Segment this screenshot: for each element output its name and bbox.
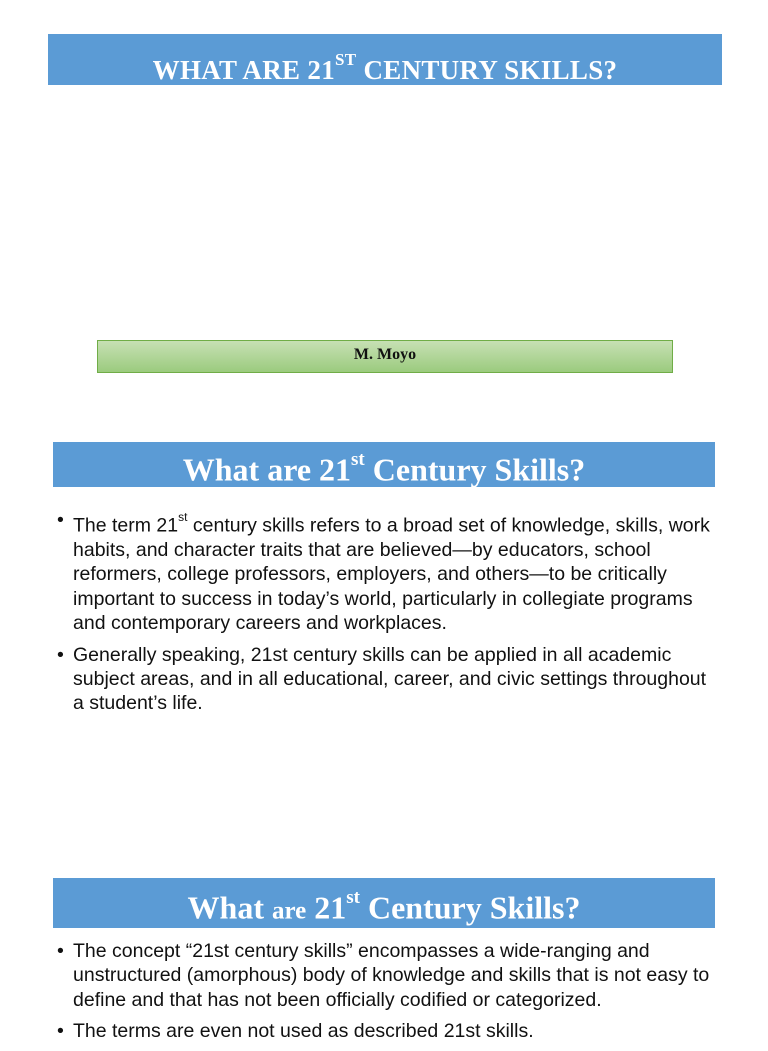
bullet-text: The term 21 — [73, 514, 179, 537]
slide-2-bullets — [55, 508, 715, 723]
bullet-item — [55, 939, 715, 1012]
author-name: M. Moyo — [353, 346, 417, 363]
title-text: What are 21 — [182, 451, 352, 488]
title-text-end: CENTURY SKILLS? — [356, 55, 618, 85]
title-text-end: Century Skills? — [364, 451, 586, 488]
slide-2-title — [53, 442, 715, 487]
title-text-end: Century Skills? — [359, 889, 581, 926]
bullet-item — [55, 508, 715, 636]
title-text: WHAT ARE 21 — [152, 55, 335, 85]
bullet-superscript: st — [178, 510, 188, 524]
title-superscript: st — [346, 887, 360, 908]
bullet-text: The terms are even not used as described 21st skills. — [73, 1020, 534, 1043]
bullet-item — [55, 1019, 715, 1043]
slide-3-bullets — [55, 939, 715, 1051]
title-text-small: are — [271, 897, 307, 925]
slide-1-title — [48, 34, 722, 85]
title-text: What — [187, 889, 272, 926]
author-box — [97, 340, 673, 373]
bullet-text-end: century skills refers to a broad set of knowledge, skills, work habits, and character traits that are believed—by educators, school reformers, college professors, employers, and others—to be critically important to success in today’s world, particularly in collegiate programs and contemporary careers and workplaces. — [73, 514, 710, 635]
bullet-item — [55, 643, 715, 716]
title-superscript: ST — [335, 50, 357, 69]
bullet-text: The concept “21st century skills” encompasses a wide-ranging and unstructured (amorphous) body of knowledge and skills that is not easy to define and that has not been officially codified or categorized. — [73, 940, 710, 1011]
bullet-text: Generally speaking, 21st century skills can be applied in all academic subject areas, and in all educational, career, and civic settings throughout a student’s life. — [73, 643, 707, 715]
slide-3-title — [53, 878, 715, 928]
title-text-num: 21 — [306, 889, 347, 926]
title-superscript: st — [351, 449, 365, 470]
